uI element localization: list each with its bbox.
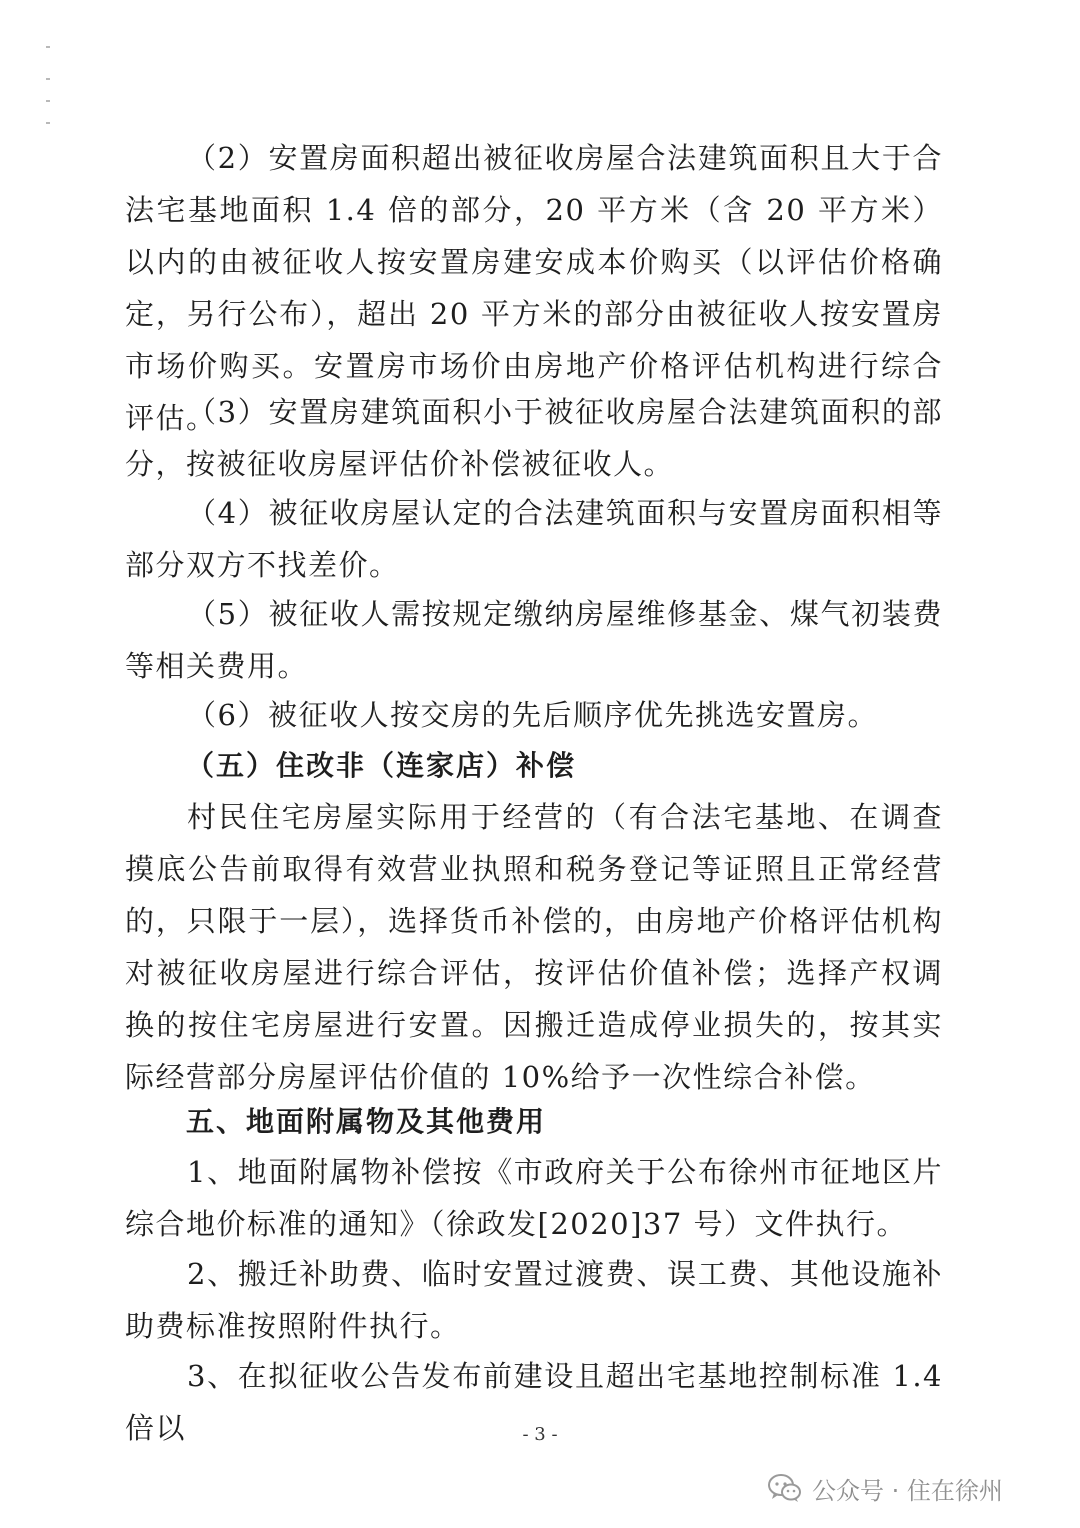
live-business-paragraph: 村民住宅房屋实际用于经营的（有合法宅基地、在调查摸底公告前取得有效营业执照和税务登记等证照且正常经营的，只限于一层），选择货币补偿的，由房地产价格评估机构对被征收房屋进行综合评估，按评估价值补偿；选择产权调换的按住宅房屋进行安置。因搬迁造成停业损失的，按其实际经营部分房屋评估价值的 10%给予一次性综合补偿。 <box>125 800 943 1094</box>
section-heading-wu: （五）住改非（连家店）补偿 <box>186 749 577 782</box>
clause-5-paragraph: （5）被征收人需按规定缴纳房屋维修基金、煤气初装费等相关费用。 <box>125 597 943 683</box>
item-3-paragraph: 3、在拟征收公告发布前建设且超出宅基地控制标准 1.4 倍以 <box>125 1359 943 1445</box>
clause-6-paragraph: （6）被征收人按交房的先后顺序优先挑选安置房。 <box>187 698 878 732</box>
section-heading-five: 五、地面附属物及其他费用 <box>186 1105 547 1138</box>
page-number: - 3 - <box>522 1424 558 1445</box>
item-1-paragraph: 1、地面附属物补偿按《市政府关于公布徐州市征地区片综合地价标准的通知》（徐政发[2020]37 号）文件执行。 <box>125 1155 943 1241</box>
scan-speck <box>46 78 50 80</box>
scan-speck <box>46 100 50 102</box>
item-2-paragraph: 2、搬迁补助费、临时安置过渡费、误工费、其他设施补助费标准按照附件执行。 <box>125 1257 943 1343</box>
clause-4-paragraph: （4）被征收房屋认定的合法建筑面积与安置房面积相等部分双方不找差价。 <box>125 496 943 582</box>
watermark-text: 公众号 · 住在徐州 <box>812 1476 1003 1505</box>
clause-2-paragraph: （2）安置房面积超出被征收房屋合法建筑面积且大于合法宅基地面积 1.4 倍的部分，20 平方米（含 20 平方米）以内的由被征收人按安置房建安成本价购买（以评估价格确定，另行公布），超出 20 平方米的部分由被征收人按安置房市场价购买。安置房市场价由房地产价格评估机构进行综合评估。 <box>125 141 943 435</box>
wechat-icon <box>768 1473 802 1503</box>
clause-3-paragraph: （3）安置房建筑面积小于被征收房屋合法建筑面积的部分，按被征收房屋评估价补偿被征收人。 <box>125 395 943 481</box>
watermark <box>768 1468 1003 1508</box>
scan-speck <box>46 122 50 124</box>
scan-speck <box>46 46 50 48</box>
